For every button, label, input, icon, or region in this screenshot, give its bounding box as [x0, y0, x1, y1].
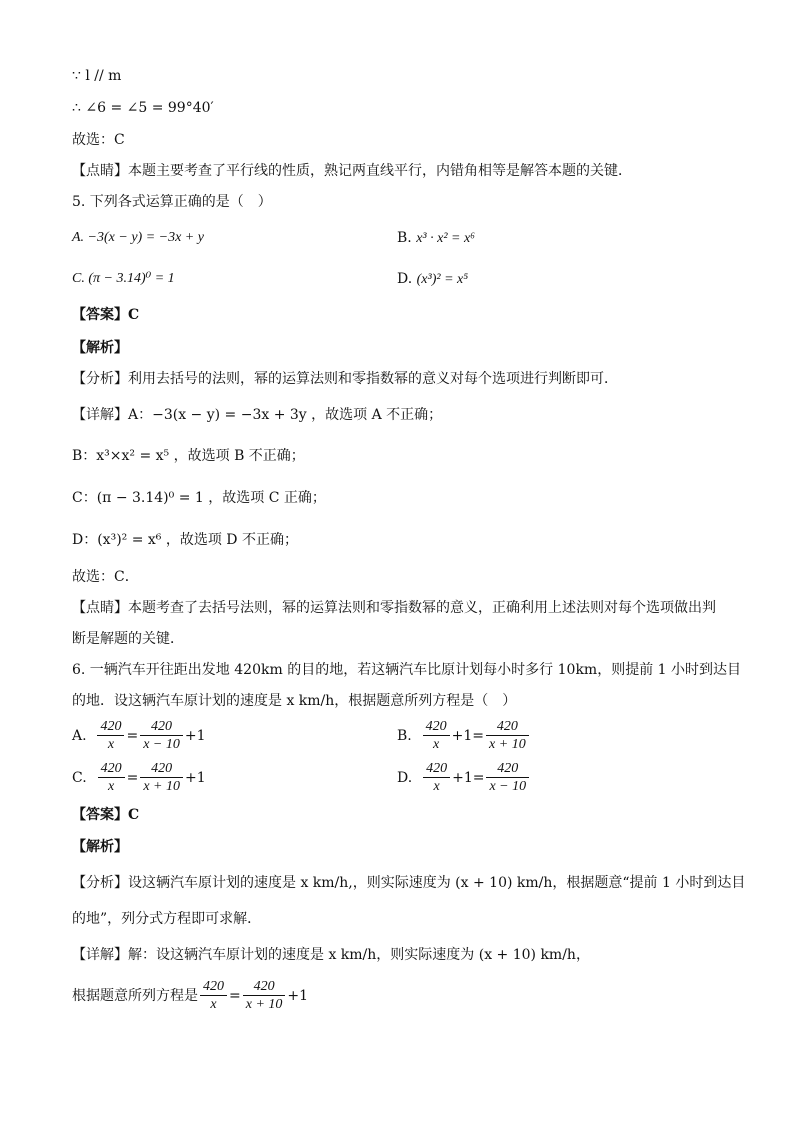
q5-option-c: C. (π − 3.14)⁰ = 1	[72, 271, 175, 286]
xiangjie-6b: 根据题意所列方程是 $\frac{420}{x}$ = $\frac{420}{x + 10}$ +1	[72, 979, 309, 1012]
xiangjie-5b: B：x³×x² = x⁵ ，故选项 B 不正确；	[72, 448, 305, 464]
line-parallel: ∵ l // m	[72, 68, 122, 84]
xiangjie-5d: D：(x³)² = x⁶ ，故选项 D 不正确；	[72, 532, 298, 548]
xiangjie-5c: C：(π − 3.14)⁰ = 1 ，故选项 C 正确；	[72, 490, 326, 506]
line-angle: ∴ ∠6 = ∠5 = 99°40′	[72, 100, 214, 116]
question-5: 5. 下列各式运算正确的是（ ）	[72, 194, 272, 210]
dianjing-5b: 断是解题的关键．	[72, 631, 184, 647]
q6-option-c: C. $\frac{420}{x}$ = $\frac{420}{x + 10}$ +1	[72, 761, 206, 794]
fenxi-5: 【分析】利用去括号的法则，幂的运算法则和零指数幂的意义对每个选项进行判断即可．	[72, 371, 618, 387]
jiexi-5: 【解析】	[72, 340, 128, 356]
question-6b: 的地．设这辆汽车原计划的速度是 x km/h，根据题意所列方程是（ ）	[72, 693, 517, 709]
line-choose-c: 故选：C	[72, 132, 125, 148]
xiangjie-5a: 【详解】A：−3(x − y) = −3x + 3y ，故选项 A 不正确；	[72, 407, 443, 423]
xiangjie-6a: 【详解】解：设这辆汽车原计划的速度是 x km/h，则实际速度为 (x + 10) km/h，	[72, 947, 590, 963]
answer-6: 【答案】C	[72, 807, 140, 823]
guxuan-5: 故选：C．	[72, 569, 139, 585]
q6-option-b: B. $\frac{420}{x}$ +1 = $\frac{420}{x + 10}$	[397, 718, 531, 753]
fenxi-6b: 的地”，列分式方程即可求解．	[72, 911, 262, 927]
q6-option-d: D. $\frac{420}{x}$ +1 = $\frac{420}{x - 10}$	[397, 760, 531, 795]
dianjing-4: 【点睛】本题主要考查了平行线的性质，熟记两直线平行，内错角相等是解答本题的关键．	[72, 163, 632, 179]
q5-option-a: A. −3(x − y) = −3x + y	[72, 230, 204, 245]
q5-option-d: D. (x³)² = x⁵	[397, 271, 469, 287]
q5-option-b: B. x³ · x² = x⁶	[397, 230, 476, 246]
fenxi-6a: 【分析】设这辆汽车原计划的速度是 x km/h,，则实际速度为 (x + 10) km/h，根据题意“提前 1 小时到达目	[72, 875, 746, 891]
answer-5: 【答案】C	[72, 307, 140, 323]
jiexi-6: 【解析】	[72, 839, 128, 855]
q6-option-a: A. $\frac{420}{x}$ = $\frac{420}{x - 10}$ +1	[72, 719, 206, 752]
dianjing-5a: 【点睛】本题考查了去括号法则，幂的运算法则和零指数幂的意义，正确利用上述法则对每个选项做出判	[72, 600, 716, 616]
question-6a: 6. 一辆汽车开往距出发地 420km 的目的地，若这辆汽车比原计划每小时多行 10km，则提前 1 小时到达目	[72, 662, 742, 678]
